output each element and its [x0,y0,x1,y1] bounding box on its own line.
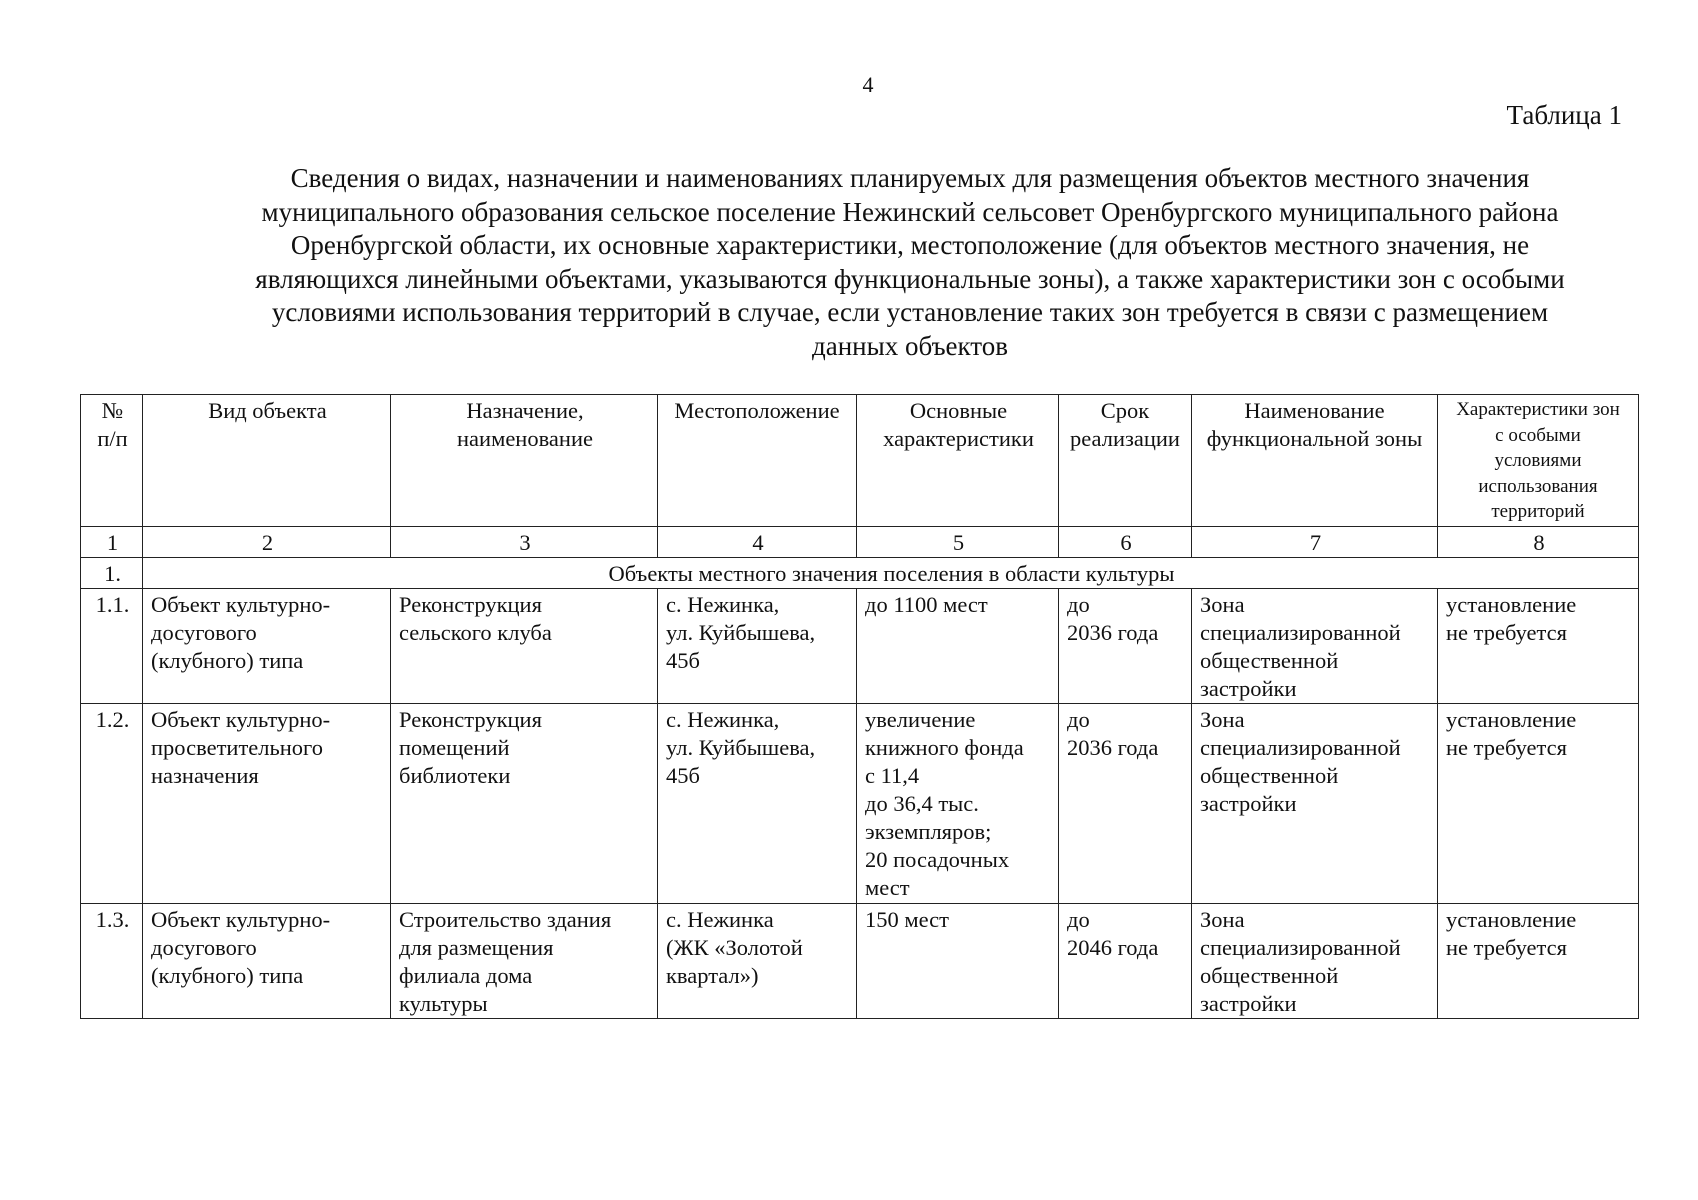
cell-text: специализированной [1200,735,1401,760]
object-purpose [391,589,658,704]
cell-text: увеличение [865,707,976,732]
header-text: Характеристики зон [1456,399,1620,420]
object-type [143,589,391,704]
cell-text: до 36,4 тыс. [865,791,979,816]
cell-text: специализированной [1200,935,1401,960]
cell-text: 20 посадочных [865,847,1010,872]
cell-text: до 1100 мест [865,592,988,617]
cell-text: культуры [399,991,488,1016]
cell-text: общественной [1200,648,1339,673]
section-number: 1. [81,558,143,589]
cell-text: Зона [1200,707,1245,732]
cell-text: экземпляров; [865,819,992,844]
cell-text: Зона [1200,592,1245,617]
object-characteristics [857,904,1059,1019]
object-purpose [391,704,658,904]
column-number: 7 [1192,527,1438,558]
cell-text: застройки [1200,791,1297,816]
header-text: реализации [1070,426,1180,451]
cell-text: Реконструкция [399,592,542,617]
object-zone [1192,904,1438,1019]
cell-text: застройки [1200,676,1297,701]
cell-text: Реконструкция [399,707,542,732]
cell-text: книжного фонда [865,735,1024,760]
cell-text: досугового [151,620,257,645]
object-special-zones [1438,704,1639,904]
object-term [1059,704,1192,904]
header-type [143,395,391,527]
title-line: муниципального образования сельское поселение Нежинский сельсовет Оренбургского муниципального района [261,196,1559,227]
object-location [658,704,857,904]
cell-text: филиала дома [399,963,533,988]
cell-text: Объект культурно- [151,907,331,932]
cell-text: (клубного) типа [151,963,304,988]
section-row [81,558,1639,589]
cell-text: до [1067,707,1090,732]
header-text: Основные [909,398,1008,423]
document-title [180,162,1640,363]
cell-text: библиотеки [399,763,511,788]
title-line: являющихся линейными объектами, указываются функциональные зоны), а также характеристики зон с особыми [255,263,1565,294]
header-text: условиями [1494,450,1582,471]
object-zone [1192,704,1438,904]
cell-text: 45б [666,648,700,673]
cell-text: общественной [1200,963,1339,988]
header-text: использования [1478,475,1598,497]
cell-text: 2036 года [1067,735,1159,760]
table-label: Таблица 1 [1506,100,1622,130]
object-location [658,589,857,704]
cell-text: ул. Куйбышева, [666,620,816,645]
column-number: 4 [658,527,857,558]
object-type [143,704,391,904]
column-number-row [81,527,1639,558]
cell-text: до [1067,907,1090,932]
row-number: 1.2. [81,704,143,904]
header-text: территорий [1491,501,1585,522]
cell-text: с. Нежинка [666,907,774,932]
cell-text: 2036 года [1067,620,1159,645]
header-num [81,395,143,527]
cell-text: не требуется [1446,935,1567,960]
header-row [81,395,1639,527]
cell-text: установление [1446,592,1577,617]
header-text: характеристики [883,426,1034,451]
header-text: п/п [97,426,128,451]
column-number: 2 [143,527,391,558]
header-term [1059,395,1192,527]
object-location [658,904,857,1019]
cell-text: застройки [1200,991,1297,1016]
object-special-zones [1438,589,1639,704]
object-characteristics [857,704,1059,904]
header-characteristics [857,395,1059,527]
cell-text: ул. Куйбышева, [666,735,816,760]
header-text: с особыми [1495,424,1581,446]
page-number: 4 [862,72,874,97]
cell-text: не требуется [1446,620,1567,645]
objects-table [80,394,1639,1019]
cell-text: 45б [666,763,700,788]
cell-text: Зона [1200,907,1245,932]
cell-text: 2046 года [1067,935,1159,960]
row-number: 1.3. [81,904,143,1019]
title-line: данных объектов [812,330,1008,361]
cell-text: общественной [1200,763,1339,788]
object-purpose [391,904,658,1019]
cell-text: квартал») [666,963,759,988]
table-row [81,589,1639,704]
object-special-zones [1438,904,1639,1019]
cell-text: установление [1446,907,1577,932]
column-number: 6 [1059,527,1192,558]
header-text: Назначение, [466,398,584,423]
cell-text: для размещения [399,935,554,960]
cell-text: Объект культурно- [151,592,331,617]
header-text: № [101,398,124,423]
object-characteristics [857,589,1059,704]
cell-text: Объект культурно- [151,707,331,732]
cell-text: (ЖК «Золотой [666,935,803,960]
column-number: 8 [1438,527,1639,558]
cell-text: специализированной [1200,620,1401,645]
title-line: Сведения о видах, назначении и наименованиях планируемых для размещения объектов местного значения [290,163,1530,193]
object-type [143,904,391,1019]
cell-text: просветительного [151,735,323,760]
header-location [658,395,857,527]
cell-text: до [1067,592,1090,617]
cell-text: Строительство здания [399,907,612,932]
cell-text: мест [865,875,910,900]
object-zone [1192,589,1438,704]
header-text: наименование [457,426,593,451]
cell-text: (клубного) типа [151,648,304,673]
cell-text: 150 мест [865,907,949,932]
header-special-zones [1438,395,1639,527]
header-text: функциональной зоны [1206,426,1423,451]
cell-text: с 11,4 [865,763,920,788]
column-number: 3 [391,527,658,558]
cell-text: назначения [151,763,259,788]
column-number: 1 [81,527,143,558]
header-text: Местоположение [674,398,840,423]
section-title: Объекты местного значения поселения в области культуры [143,558,1639,589]
header-purpose [391,395,658,527]
header-text: Срок [1100,398,1150,423]
table-row [81,704,1639,904]
header-text: Вид объекта [208,398,327,423]
cell-text: с. Нежинка, [666,592,780,617]
cell-text: помещений [399,735,510,760]
cell-text: с. Нежинка, [666,707,780,732]
title-line: условиями использования территорий в случае, если установление таких зон требуется в связи с размещением [271,297,1549,327]
cell-text: не требуется [1446,735,1567,760]
row-number: 1.1. [81,589,143,704]
cell-text: установление [1446,707,1577,732]
title-line: Оренбургской области, их основные характеристики, местоположение (для объектов местного значения, не [290,230,1530,260]
column-number: 5 [857,527,1059,558]
header-text: Наименование [1244,398,1385,423]
cell-text: досугового [151,935,257,960]
object-term [1059,589,1192,704]
table-row [81,904,1639,1019]
cell-text: сельского клуба [399,620,552,645]
header-zone [1192,395,1438,527]
object-term [1059,904,1192,1019]
